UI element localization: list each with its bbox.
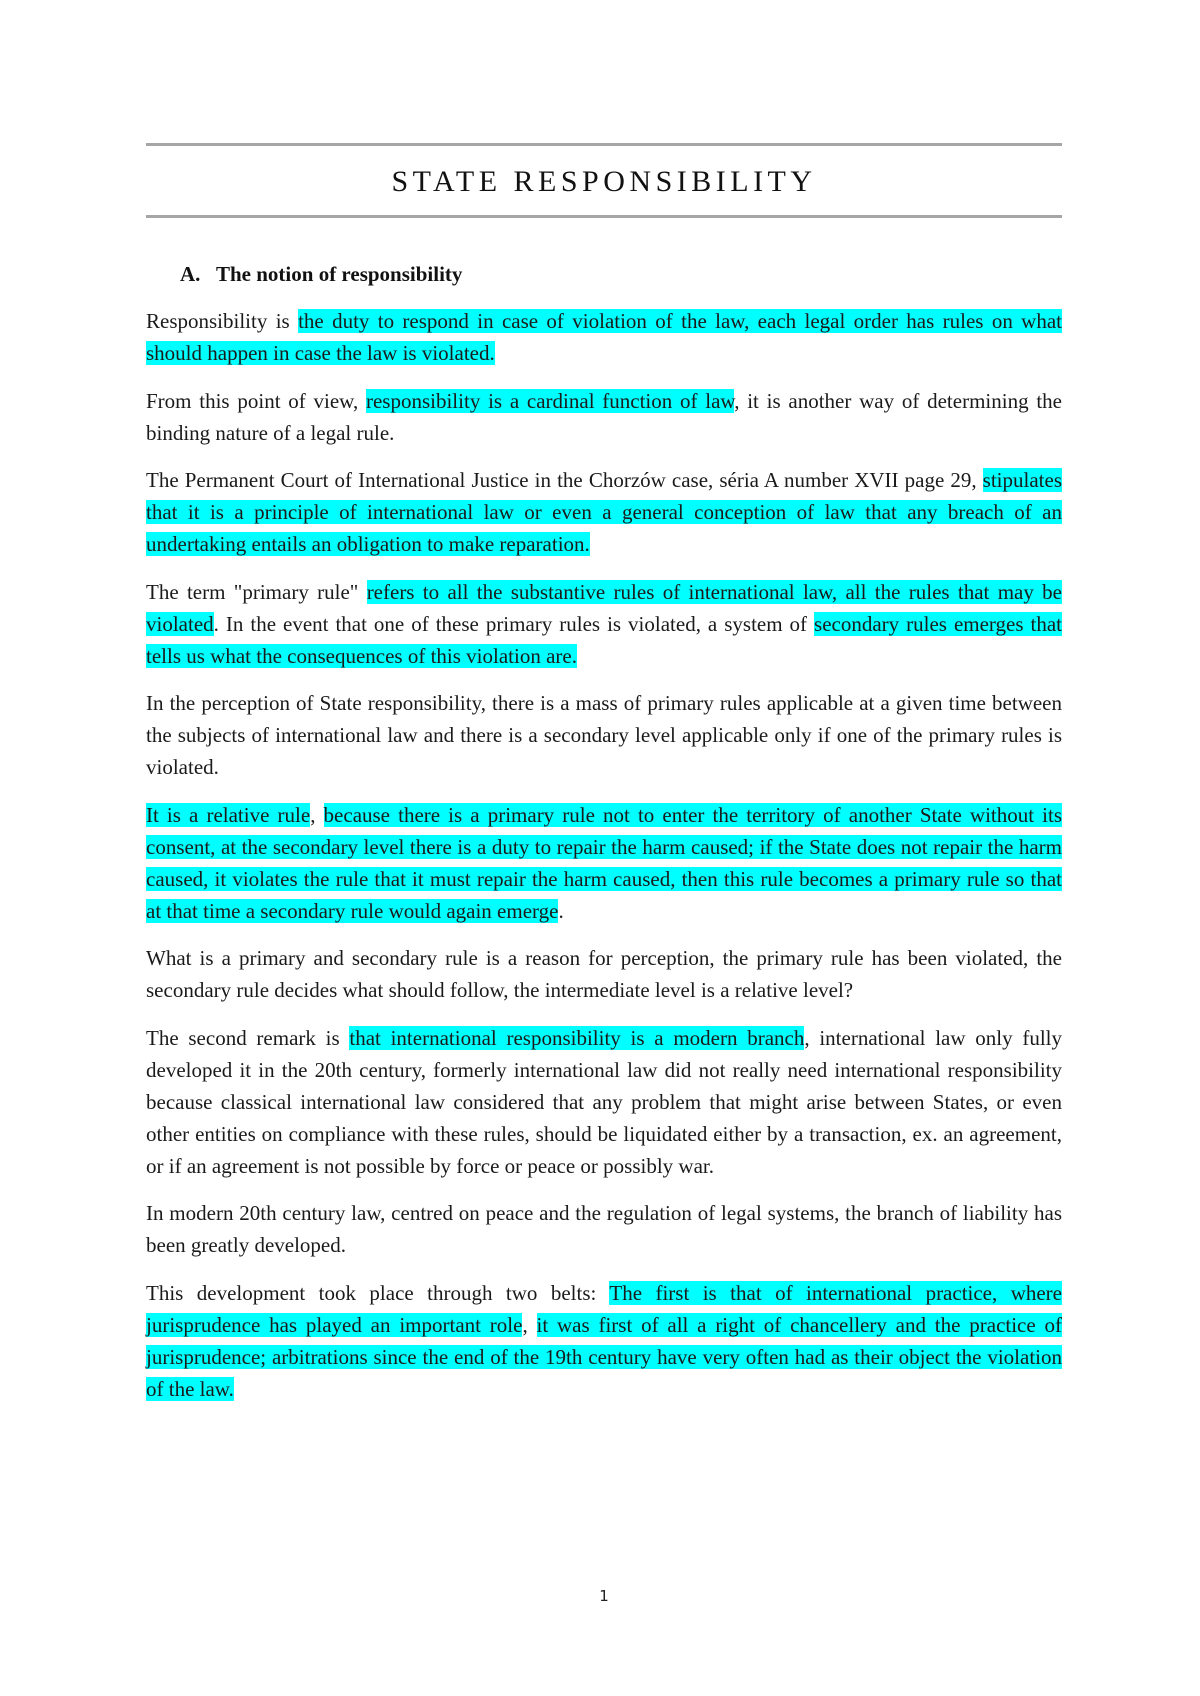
section-number: A. — [180, 262, 201, 286]
title-top-rule — [146, 143, 1062, 146]
document-title: STATE RESPONSIBILITY — [391, 165, 817, 198]
paragraph — [146, 1022, 1062, 1182]
text-run: . In the event that one of these primary rules is violated, a system of — [213, 611, 815, 636]
text-run: Responsibility is — [146, 309, 299, 333]
body-text — [146, 305, 1062, 1420]
highlighted-text: because there is a primary rule not to enter the territory of another State without its consent, at the secondary level there is a duty to repair the harm caused; if the State does not repair the harm caused, it violates the rule that it must repair the harm caused, then this rule becomes a primary rule so that at that time a secondary rule would again emerge — [146, 802, 1063, 923]
paragraph — [146, 799, 1062, 927]
paragraph — [146, 576, 1062, 672]
highlighted-text: secondary rules emerges that tells us what the consequences of this violation are. — [146, 611, 1062, 668]
text-run: . — [558, 898, 564, 923]
paragraph — [146, 464, 1062, 560]
paragraph — [146, 687, 1062, 783]
text-run: , — [522, 1312, 537, 1337]
paragraph — [146, 1277, 1062, 1405]
text-run: In modern 20th century law, centred on peace and the regulation of legal systems, the branch of liability has been greatly developed. — [146, 1201, 1062, 1257]
text-run: In the perception of State responsibility, there is a mass of primary rules applicable at a given time between the subjects of international law and there is a secondary level applicable only if one of the primary rules is violated. — [146, 691, 1062, 779]
highlighted-text: it was first of all a right of chancellery and the practice of jurisprudence; arbitrations since the end of the 19th century have very often had as their object the violation of the law. — [146, 1312, 1063, 1401]
highlighted-text: the duty to respond in case of violation of the law, each legal order has rules on what should happen in case the law is violated. — [146, 309, 1062, 365]
text-run: , it is another way of determining the binding nature of a legal rule. — [146, 388, 1062, 445]
text-run: This development took place through two belts: — [146, 1280, 610, 1305]
text-run: From this point of view, — [146, 388, 366, 413]
section-heading — [180, 260, 462, 288]
highlighted-text: stipulates that it is a principle of international law or even a general conception of law that any breach of an undertaking entails an obligation to make reparation. — [146, 468, 1062, 556]
paragraph — [146, 305, 1062, 369]
page-number: 1 — [599, 1587, 609, 1605]
section-title: The notion of responsibility — [216, 262, 463, 286]
document-page — [146, 0, 1062, 1696]
title-bottom-rule — [146, 215, 1062, 218]
highlighted-text: It is a relative rule — [146, 802, 311, 827]
paragraph — [146, 385, 1062, 449]
highlighted-text: that international responsibility is a modern branch — [349, 1025, 805, 1050]
paragraph — [146, 942, 1062, 1006]
highlighted-text: refers to all the substantive rules of international law, all the rules that may be violated — [146, 579, 1063, 636]
highlighted-text: The first is that of international practice, where jurisprudence has played an important role — [146, 1280, 1062, 1337]
text-run: , — [310, 802, 324, 827]
text-run: The second remark is — [146, 1025, 350, 1050]
text-run: The term "primary rule" — [146, 579, 367, 604]
text-run: , international law only fully developed it in the 20th century, formerly international law did not really need international responsibility because classical international law considered that any problem that might arise between States, or even other entities on compliance with these rules, should be liquidated either by a transaction, ex. an agreement, or if an agreement is not possible by force or peace or possibly war. — [146, 1025, 1062, 1178]
highlighted-text: responsibility is a cardinal function of law — [365, 388, 735, 413]
paragraph — [146, 1197, 1062, 1261]
text-run: The Permanent Court of International Justice in the Chorzów case, séria A number XVII page 29, — [146, 468, 983, 492]
text-run: What is a primary and secondary rule is a reason for perception, the primary rule has been violated, the secondary rule decides what should follow, the intermediate level is a relative level? — [146, 946, 1062, 1002]
